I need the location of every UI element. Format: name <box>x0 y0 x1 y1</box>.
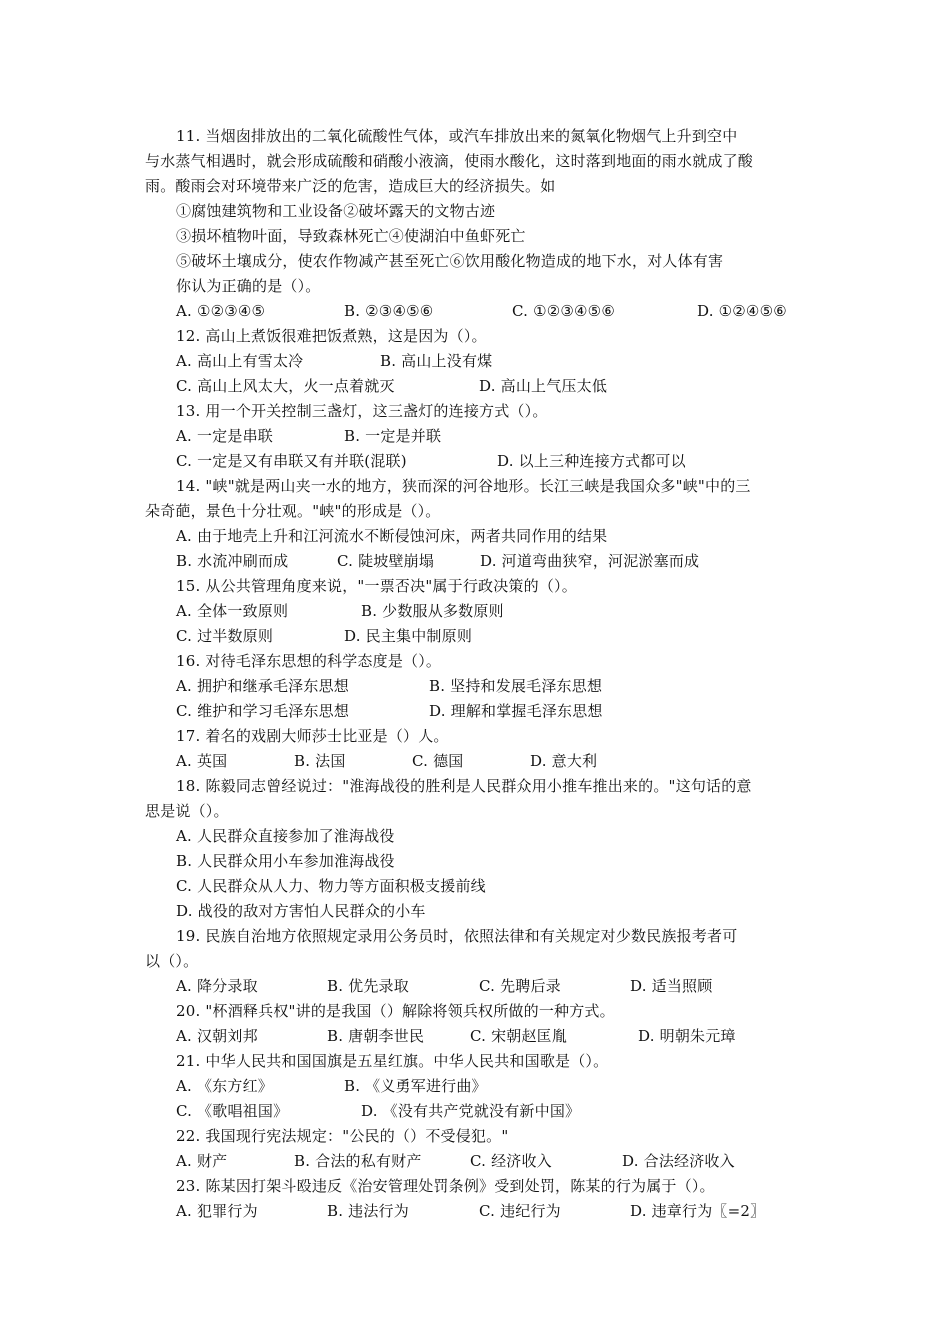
text-line: 朵奇葩，景色十分壮观。"峡"的形成是（）。 <box>145 502 441 520</box>
option-c: C. 陡坡壁崩塌 <box>337 552 435 570</box>
option-a: A. 降分录取 <box>176 977 258 995</box>
option-b: B. 高山上没有煤 <box>380 352 493 370</box>
text-line: 22. 我国现行宪法规定："公民的（）不受侵犯。" <box>176 1127 509 1145</box>
text-line: C. 人民群众从人力、物力等方面积极支援前线 <box>176 877 486 895</box>
option-c: C. 先聘后录 <box>479 977 561 995</box>
text-line: A. 人民群众直接参加了淮海战役 <box>176 827 395 845</box>
option-c: C. 《歌唱祖国》 <box>176 1102 289 1120</box>
option-d: D. 违章行为〖=2〗 <box>630 1202 766 1220</box>
option-b: B. 合法的私有财产 <box>294 1152 422 1170</box>
text-line: 18. 陈毅同志曾经说过："淮海战役的胜利是人民群众用小推车推出来的。"这句话的意 <box>176 777 752 795</box>
option-c: C. 德国 <box>412 752 464 770</box>
option-a: A. 汉朝刘邦 <box>176 1027 258 1045</box>
option-b: B. ②③④⑤⑥ <box>344 302 434 320</box>
option-d: D. 河道弯曲狭窄，河泥淤塞而成 <box>480 552 700 570</box>
text-line: 13. 用一个开关控制三盏灯，这三盏灯的连接方式（）。 <box>176 402 548 420</box>
option-b: B. 一定是并联 <box>344 427 442 445</box>
option-c: C. ①②③④⑤⑥ <box>512 302 615 320</box>
option-b: B. 唐朝李世民 <box>327 1027 425 1045</box>
option-d: D. 高山上气压太低 <box>479 377 608 395</box>
option-d: D. 民主集中制原则 <box>344 627 473 645</box>
text-line: B. 人民群众用小车参加淮海战役 <box>176 852 395 870</box>
option-d: D. 适当照顾 <box>630 977 713 995</box>
text-line: 17. 着名的戏剧大师莎士比亚是（）人。 <box>176 727 449 745</box>
option-d: D. 以上三种连接方式都可以 <box>497 452 686 470</box>
text-line: 思是说（）。 <box>145 802 229 820</box>
option-c: C. 经济收入 <box>470 1152 552 1170</box>
option-b: B. 水流冲刷而成 <box>176 552 289 570</box>
option-a: A. 英国 <box>176 752 228 770</box>
text-line: 与水蒸气相遇时，就会形成硫酸和硝酸小液滴，使雨水酸化，这时落到地面的雨水就成了酸 <box>145 152 754 170</box>
text-line: 你认为正确的是（）。 <box>176 277 321 295</box>
option-b: B. 违法行为 <box>327 1202 409 1220</box>
option-d: D. 理解和掌握毛泽东思想 <box>429 702 603 720</box>
option-b: B. 少数服从多数原则 <box>361 602 504 620</box>
option-a: A. 一定是串联 <box>176 427 273 445</box>
option-a: A. 《东方红》 <box>176 1077 273 1095</box>
option-b: B. 法国 <box>294 752 346 770</box>
option-b: B. 《义勇军进行曲》 <box>344 1077 487 1095</box>
text-line: ⑤破坏土壤成分，使农作物减产甚至死亡⑥饮用酸化物造成的地下水，对人体有害 <box>176 252 724 270</box>
option-a: A. 财产 <box>176 1152 228 1170</box>
text-line: 12. 高山上煮饭很难把饭煮熟，这是因为（）。 <box>176 327 487 345</box>
option-d: D. 《没有共产党就没有新中国》 <box>361 1102 581 1120</box>
option-b: B. 坚持和发展毛泽东思想 <box>429 677 603 695</box>
text-line: 雨。酸雨会对环境带来广泛的危害，造成巨大的经济损失。如 <box>145 177 556 195</box>
option-c: C. 过半数原则 <box>176 627 274 645</box>
text-line: 14. "峡"就是两山夹一水的地方，狭而深的河谷地形。长江三峡是我国众多"峡"中的三 <box>176 477 751 495</box>
option-d: D. 合法经济收入 <box>622 1152 735 1170</box>
option-a: A. 犯罪行为 <box>176 1202 258 1220</box>
option-d: D. 明朝朱元璋 <box>638 1027 736 1045</box>
text-line: 19. 民族自治地方依照规定录用公务员时，依照法律和有关规定对少数民族报考者可 <box>176 927 738 945</box>
text-line: 20. "杯酒释兵权"讲的是我国（）解除将领兵权所做的一种方式。 <box>176 1002 615 1020</box>
option-a: A. 由于地壳上升和江河流水不断侵蚀河床，两者共同作用的结果 <box>176 527 608 545</box>
option-a: A. 拥护和继承毛泽东思想 <box>176 677 349 695</box>
option-c: C. 违纪行为 <box>479 1202 561 1220</box>
text-line: 16. 对待毛泽东思想的科学态度是（）。 <box>176 652 442 670</box>
option-a: A. 全体一致原则 <box>176 602 289 620</box>
option-d: D. 意大利 <box>530 752 598 770</box>
text-line: 以（）。 <box>145 952 199 970</box>
option-a: A. ①②③④⑤ <box>176 302 266 320</box>
text-line: 11. 当烟囱排放出的二氧化硫酸性气体，或汽车排放出来的氮氧化物烟气上升到空中 <box>176 127 738 145</box>
option-c: C. 高山上风太大，火一点着就灭 <box>176 377 395 395</box>
option-c: C. 一定是又有串联又有并联(混联) <box>176 452 407 470</box>
option-c: C. 宋朝赵匡胤 <box>470 1027 568 1045</box>
option-a: A. 高山上有雪太冷 <box>176 352 304 370</box>
text-line: 23. 陈某因打架斗殴违反《治安管理处罚条例》受到处罚，陈某的行为属于（）。 <box>176 1177 715 1195</box>
text-line: 15. 从公共管理角度来说，"一票否决"属于行政决策的（）。 <box>176 577 577 595</box>
text-line: ③损坏植物叶面，导致森林死亡④使湖泊中鱼虾死亡 <box>176 227 526 245</box>
option-b: B. 优先录取 <box>327 977 409 995</box>
option-d: D. ①②④⑤⑥ <box>697 302 787 320</box>
text-line: ①腐蚀建筑物和工业设备②破坏露天的文物古迹 <box>176 202 496 220</box>
option-c: C. 维护和学习毛泽东思想 <box>176 702 350 720</box>
text-line: 21. 中华人民共和国国旗是五星红旗。中华人民共和国歌是（）。 <box>176 1052 609 1070</box>
text-line: D. 战役的敌对方害怕人民群众的小车 <box>176 902 426 920</box>
